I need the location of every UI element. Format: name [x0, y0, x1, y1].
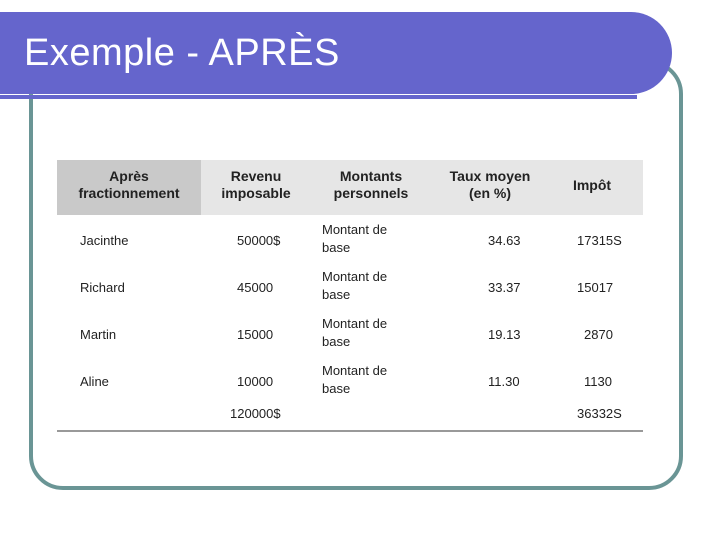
- total-impot: 36332S: [577, 406, 622, 421]
- header-revenu-imposable: Revenu imposable: [221, 168, 291, 201]
- row-taux: 11.30: [488, 374, 520, 389]
- row-revenu: 45000: [237, 280, 274, 295]
- row-name: Richard: [80, 280, 125, 295]
- row-revenu: 50000$: [237, 233, 281, 248]
- row-revenu: 10000: [237, 374, 274, 389]
- row-montants: Montant de base: [322, 269, 388, 302]
- header-taux-moyen: Taux moyen (en %): [449, 168, 531, 201]
- row-impot: 1130: [584, 374, 612, 389]
- row-impot: 2870: [584, 327, 613, 342]
- row-taux: 19.13: [488, 327, 521, 342]
- slide-title: Exemple - APRÈS: [24, 32, 340, 74]
- table-row: [57, 264, 643, 310]
- header-montants-personnels: Montants personnels: [333, 168, 409, 201]
- title-underline: [0, 95, 637, 99]
- row-name: Aline: [80, 374, 109, 389]
- row-montants: Montant de base: [322, 222, 388, 255]
- row-montants: Montant de base: [322, 363, 388, 396]
- table-row: [57, 217, 643, 263]
- row-name: Martin: [80, 327, 117, 342]
- row-taux: 33.37: [488, 280, 521, 295]
- table-bottom-rule: [57, 430, 643, 432]
- table-header: [57, 160, 643, 215]
- header-apres-fractionnement: Après fractionnement: [78, 168, 180, 201]
- row-impot: 15017: [577, 280, 614, 295]
- header-impot: Impôt: [572, 177, 612, 193]
- total-revenu: 120000$: [230, 406, 281, 421]
- row-name: Jacinthe: [80, 233, 129, 248]
- row-taux: 34.63: [488, 233, 521, 248]
- row-impot: 17315S: [577, 233, 622, 248]
- row-revenu: 15000: [237, 327, 274, 342]
- table-total-row: [57, 398, 643, 428]
- row-montants: Montant de base: [322, 316, 388, 349]
- table-row: [57, 311, 643, 357]
